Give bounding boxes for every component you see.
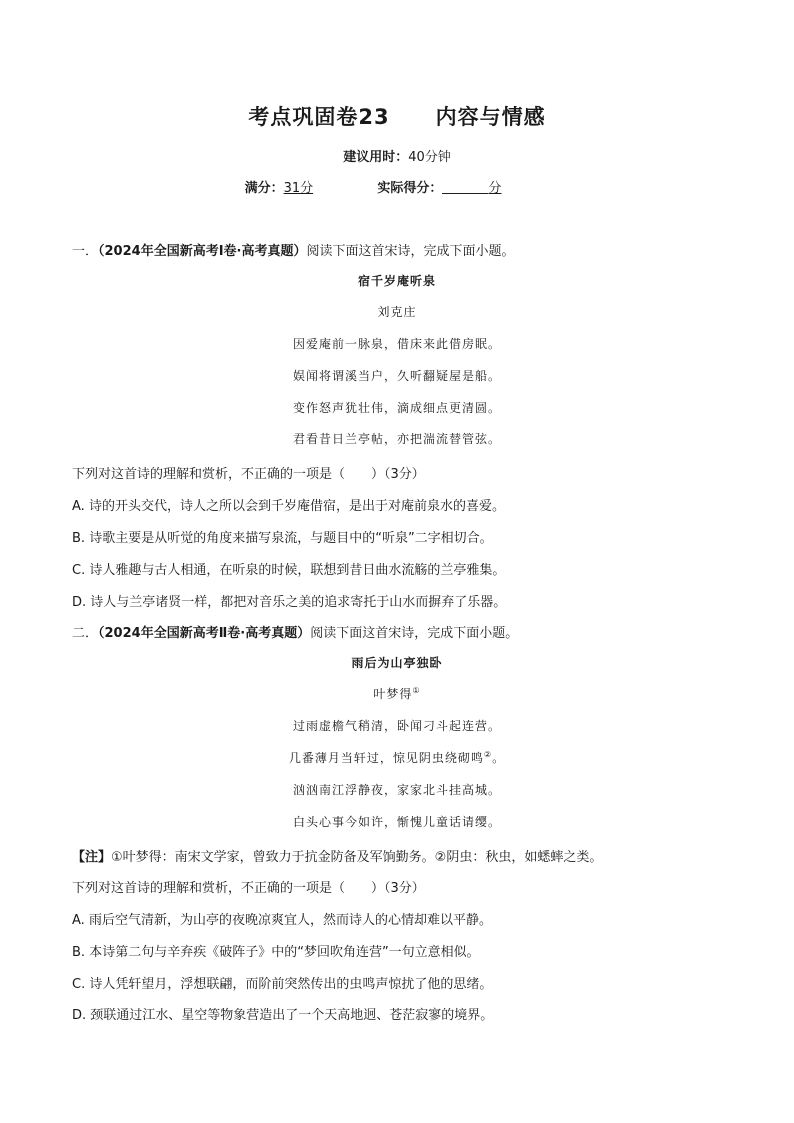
option-text: 诗的开头交代，诗人之所以会到千岁庵借宿，是出于对庵前泉水的喜爱。	[88, 499, 505, 514]
option-text: 诗歌主要是从听觉的角度来描写泉流，与题目中的“听泉”二字相切合。	[89, 531, 493, 546]
option-label: A.	[72, 499, 85, 514]
question-1-prompt: 下列对这首诗的理解和赏析，不正确的一项是（ ）（3分）	[72, 467, 425, 482]
option-label: A.	[72, 913, 85, 928]
option-text: 诗人凭轩望月，浮想联翩，而阶前突然传出的虫鸣声惊扰了他的思绪。	[89, 977, 493, 992]
option-label: B.	[72, 945, 86, 960]
line-footnote-mark: ②	[483, 750, 493, 759]
actual-score-unit: 分	[488, 181, 502, 196]
question-2-note	[72, 846, 602, 865]
title-topic: 内容与情感	[435, 105, 546, 129]
question-1-heading	[72, 240, 515, 259]
time-value: 40分钟	[408, 150, 451, 165]
note-text: ①叶梦得：南宋文学家，曾致力于抗金防备及军饷勤务。②阴虫：秋虫，如蟋蟀之类。	[111, 850, 603, 865]
poem-1-title: 宿千岁庵听泉	[357, 274, 436, 288]
poem-2-author: 叶梦得	[373, 687, 413, 701]
score-label: 满分：	[244, 181, 284, 196]
suggested-time	[0, 146, 794, 165]
question-1-number: 一．	[72, 244, 99, 259]
option-label: C.	[72, 977, 86, 992]
poem-1-line: 变作怒声犹壮伟，滴成细点更清圆。	[292, 401, 501, 415]
poem-2-line: 白头心事今如许，惭愧儿童话请缨。	[292, 815, 501, 829]
option-label: C.	[72, 563, 86, 578]
poem-2-line-text: 几番薄月当轩过，惊见阴虫绕砌鸣	[288, 751, 484, 765]
question-1-option-c[interactable]	[72, 559, 505, 578]
question-2-option-c[interactable]	[72, 973, 492, 992]
question-2-number: 二．	[72, 626, 99, 641]
question-2-instruction: 阅读下面这首宋诗，完成下面小题。	[310, 626, 519, 641]
option-label: B.	[72, 531, 86, 546]
poem-2-line: 几番薄月当轩过，惊见阴虫绕砌鸣②。	[288, 750, 506, 765]
poem-1-line: 因爱庵前一脉泉，借床来此借房眠。	[292, 337, 501, 351]
author-footnote-mark: ①	[412, 686, 421, 695]
poem-2-title: 雨后为山亭独卧	[351, 656, 443, 670]
option-text: 本诗第二句与辛弃疾《破阵子》中的“梦回吹角连营”一句立意相似。	[89, 945, 480, 960]
question-1-option-d[interactable]	[72, 591, 506, 610]
question-2-option-d[interactable]	[72, 1004, 493, 1023]
option-text: 颈联通过江水、星空等物象营造出了一个天高地迥、苍茫寂寥的境界。	[90, 1008, 494, 1023]
question-2-option-b[interactable]	[72, 941, 480, 960]
question-1-instruction: 阅读下面这首宋诗，完成下面小题。	[306, 244, 515, 259]
title-series: 考点巩固卷23	[248, 105, 390, 129]
time-label: 建议用时：	[343, 150, 409, 165]
option-label: D.	[72, 595, 87, 610]
score-line	[0, 177, 770, 196]
poem-1-line: 娱闻将谓溪当户，久听翻疑屋是船。	[292, 369, 501, 383]
option-label: D.	[72, 1008, 87, 1023]
note-label: 【注】	[72, 850, 112, 865]
question-1-source: （2024年全国新高考Ⅰ卷·高考真题）	[98, 244, 307, 259]
question-2-prompt: 下列对这首诗的理解和赏析，不正确的一项是（ ）（3分）	[72, 881, 425, 896]
question-1-option-a[interactable]	[72, 495, 505, 514]
actual-score-label: 实际得分：	[377, 181, 443, 196]
poem-2-line: 过雨虚檐气稍清，卧闻刁斗起连营。	[292, 719, 501, 733]
poem-2-author-line	[0, 685, 794, 702]
question-1-option-b[interactable]	[72, 527, 493, 546]
page-title	[0, 101, 794, 131]
question-2-source: （2024年全国新高考Ⅱ卷·高考真题）	[98, 626, 311, 641]
poem-1-line: 君看昔日兰亭帖，亦把湍流替管弦。	[292, 432, 501, 446]
question-2-option-a[interactable]	[72, 909, 492, 928]
actual-score-blank[interactable]	[442, 180, 488, 194]
score-value: 31分	[283, 181, 314, 196]
option-text: 雨后空气清新，为山亭的夜晚凉爽宜人，然而诗人的心情却难以平静。	[88, 913, 492, 928]
poem-1-author: 刘克庄	[377, 305, 417, 319]
option-text: 诗人雅趣与古人相通，在听泉的时候，联想到昔日曲水流觞的兰亭雅集。	[89, 563, 506, 578]
poem-2-line: 汹汹南江浮静夜，家家北斗挂高城。	[292, 783, 501, 797]
option-text: 诗人与兰亭诸贤一样，都把对音乐之美的追求寄托于山水而摒弃了乐器。	[90, 595, 507, 610]
question-2-heading	[72, 622, 518, 641]
